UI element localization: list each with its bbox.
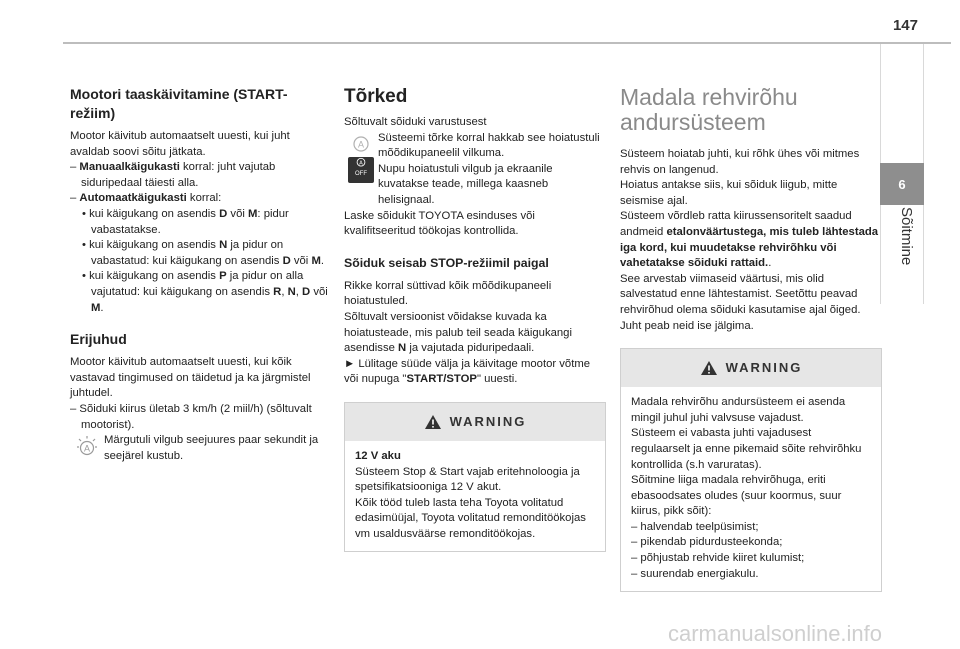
warning-triangle-icon <box>424 414 442 430</box>
list-item: – suurendab energiakulu. <box>631 567 759 580</box>
fault-icons <box>344 131 378 183</box>
text: või <box>227 207 248 220</box>
auto-gearbox-label: Automaatkäigukasti <box>79 192 187 205</box>
bullet-item <box>70 238 328 269</box>
tpms-p1: Süsteem hoiatab juhti, kui rõhk ühes või mitmes rehvis on langenud. <box>620 148 860 176</box>
text: : pidur vabastatakse. <box>91 207 289 236</box>
tpms-p4: See arvestab viimaseid väärtusi, mis olid salvestatud enne lähtestamist. Seetõttu peavad rehvirõhud olema sõiduki kasutamise ajal õiged. <box>620 272 861 316</box>
gear-m: M <box>248 207 258 220</box>
fault-text <box>378 131 606 209</box>
dash: – <box>70 192 80 205</box>
column-tpms <box>620 85 882 592</box>
stop-start-off-button-icon <box>348 157 374 183</box>
text: Sõltuvalt versioonist võidakse kuvada ka hoiatusteade, mis palub teil seada käigukangi asendisse <box>344 310 572 355</box>
bullet-item <box>70 269 328 316</box>
text: • kui käigukang on asendis <box>82 239 220 252</box>
list-item: – põhjustab rehvide kiiret kulumist; <box>631 552 805 565</box>
restart-title: Mootori taaskäivitamine (START-režiim) <box>70 86 288 121</box>
off-label: OFF <box>355 171 367 177</box>
reset-note: etalonväärtustega, mis tuleb lähtestada iga kord, kui muudetakse rehvirõhku või vahetatakse sõiduki rattaid. <box>620 225 879 270</box>
text: , <box>281 285 288 298</box>
stop-mode-title: Sõiduk seisab STOP-režiimil paigal <box>344 255 549 270</box>
svg-text:A: A <box>83 443 91 454</box>
gear-m: M <box>91 301 101 314</box>
stop-mode-p2 <box>344 310 606 357</box>
auto-gearbox-item <box>70 191 328 207</box>
speed-item: – Sõiduki kiirus ületab 3 km/h (2 miil/h) (sõltuvalt mootorist). <box>70 402 312 431</box>
gear-p: P <box>219 270 227 283</box>
indicator-text: Märgutuli vilgub seejuures paar sekundit ja seejärel kustub. <box>104 434 319 462</box>
column-restart <box>70 85 328 464</box>
battery-title: 12 V aku <box>355 449 401 462</box>
text: ja vajutada piduripedaali. <box>406 342 535 355</box>
dealer-check-text: Laske sõidukit TOYOTA esinduses või kvalifitseeritud töökojas kontrollida. <box>344 209 535 238</box>
warning-header <box>345 403 605 441</box>
text: . <box>768 257 772 270</box>
special-cases-title: Erijuhud <box>70 331 127 348</box>
warning-body <box>345 441 605 552</box>
list-item: – pikendab pidurdusteekonda; <box>631 536 783 549</box>
gear-m: M <box>311 254 321 267</box>
chapter-number: 6 <box>898 176 906 192</box>
auto-gearbox-text: korral: <box>186 192 222 205</box>
svg-text:A: A <box>357 139 365 150</box>
text: ► Lülitage süüde välja ja käivitage mootor võtme või nupuga " <box>344 357 591 386</box>
manual-gearbox-label: Manuaalkäigukasti <box>79 161 180 174</box>
tpms-warn-p3: Sõitmine liiga madala rehvirõhuga, eriti ebasoodsates oludes (suur koormus, suur kiirus, pikk sõit): <box>631 474 842 518</box>
tpms-warn-p2: Süsteem ei vabasta juhti vajadusest regulaarselt ja enne pikemaid sõite rehvirõhku kontrollida (s.h varuratas). <box>631 427 862 471</box>
tpms-p2: Hoiatus antakse siis, kui sõiduk liigub, mitte seismise ajal. <box>620 179 838 207</box>
warning-triangle-icon <box>700 360 718 376</box>
text: , <box>295 285 303 298</box>
page-number: 147 <box>892 17 918 34</box>
fault-icon-row <box>344 131 606 209</box>
warning-label: WARNING <box>449 414 527 430</box>
eco-indicator-row <box>70 433 328 464</box>
manual-gearbox-item <box>70 160 328 191</box>
text: Süsteem võrdleb ratta kiirussensoritelt saadud andmeid <box>620 210 852 238</box>
special-cases-intro: Mootor käivitub automaatselt uuesti, kui kõik vastavad tingimused on täidetud ja ka järgmistel juhtudel. <box>70 356 311 400</box>
text: • kui käigukang on asendis <box>82 207 220 220</box>
header-rule <box>63 42 951 44</box>
text: ja pidur on vabastatud: kui käigukang on asendis <box>91 239 284 267</box>
battery-text-2: Kõik tööd tuleb lasta teha Toyota volitatud edasimüüjal, Toyota volitatud remonditöökojas vm usaldusväärse remonditöökojas. <box>355 496 586 540</box>
gear-r: R <box>273 285 282 298</box>
warning-box-tpms <box>620 348 882 592</box>
start-stop-label: START/STOP <box>406 373 477 386</box>
tpms-p3 <box>620 209 882 271</box>
gear-d: D <box>282 254 291 267</box>
gear-n: N <box>219 239 228 252</box>
auto-stop-start-icon <box>70 433 104 459</box>
text: või <box>310 285 328 298</box>
warning-label: WARNING <box>725 360 803 376</box>
bullet-item <box>70 207 328 238</box>
list-item: – halvendab teelpüsimist; <box>631 520 759 533</box>
restart-intro: Mootor käivitub automaatselt uuesti, kui juht avaldab soovi sõitu jätkata. <box>70 130 290 158</box>
text: ja pidur on alla vajutatud: kui käigukang on asendis <box>91 270 304 298</box>
gear-n: N <box>398 342 407 355</box>
gear-d: D <box>302 285 311 298</box>
text: või <box>290 254 312 267</box>
battery-text: Süsteem Stop & Start vajab eritehnoloogia ja spetsifikatsiooniga 12 V akut. <box>355 465 580 494</box>
text: • kui käigukang on asendis <box>82 270 220 283</box>
column-faults <box>344 85 606 552</box>
text: . <box>320 254 325 267</box>
watermark: carmanualsonline.info <box>668 621 883 646</box>
dash: – <box>70 161 80 174</box>
tpms-warn-p1: Madala rehvirõhu andursüsteem ei asenda mingil juhul juhi valvsuse vajadust. <box>631 396 846 424</box>
text: . <box>100 301 104 314</box>
tpms-title: Madala rehvirõhu andursüsteem <box>620 84 798 135</box>
stop-mode-p1: Rikke korral süttivad kõik mõõdikupaneeli hoiatustuled. <box>344 279 552 308</box>
stop-mode-action <box>344 357 606 388</box>
faults-equipment-note: Sõltuvalt sõiduki varustusest <box>344 116 487 128</box>
button-warning-text: Nupu hoiatustuli vilgub ja ekraanile kuvatakse teade, millega kaasneb helisignaal. <box>378 162 553 206</box>
fault-warning-text: Süsteemi tõrke korral hakkab see hoiatustuli mõõdikupaneelil vilkuma. <box>378 131 600 160</box>
svg-text:A: A <box>359 159 363 166</box>
chapter-number-tab[interactable] <box>880 163 924 205</box>
gear-d: D <box>219 207 228 220</box>
auto-stop-start-outline-icon <box>349 133 373 153</box>
warning-body <box>621 387 881 591</box>
faults-title: Tõrked <box>344 86 408 107</box>
warning-box-battery <box>344 402 606 553</box>
warning-header <box>621 349 881 387</box>
manual-gearbox-text: korral: juht vajutab siduripedaal täiesti alla. <box>81 161 276 189</box>
gear-n: N <box>287 285 296 298</box>
chapter-label: Sõitmine <box>898 207 915 266</box>
text: " uuesti. <box>476 373 518 386</box>
tpms-p5: Juht peab neid ise jälgima. <box>620 319 754 332</box>
